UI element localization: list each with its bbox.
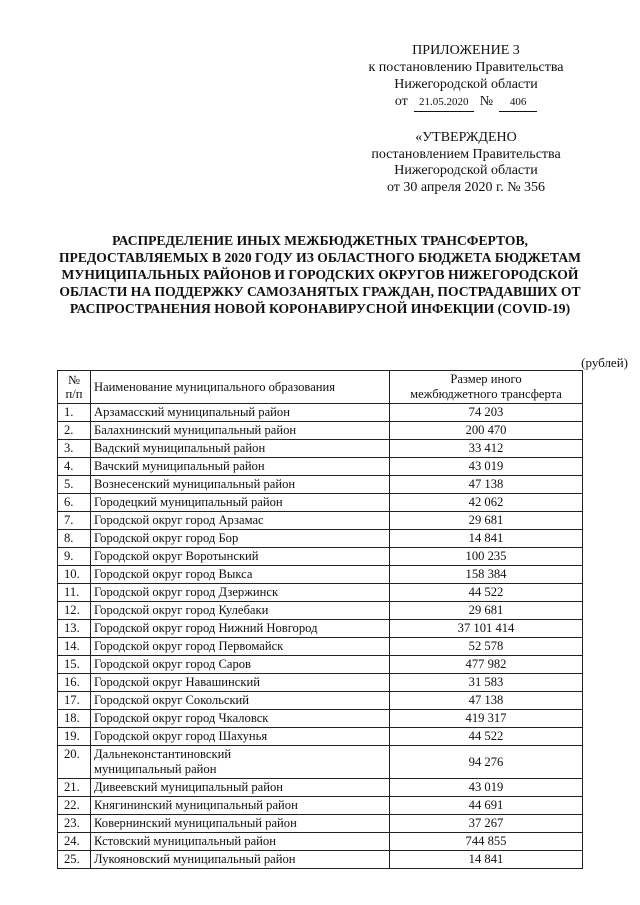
table-row: [58, 728, 583, 746]
row-municipality-name: Ковернинский муниципальный район: [91, 815, 390, 833]
table-row: [58, 602, 583, 620]
row-transfer-amount: 477 982: [390, 656, 583, 674]
row-number: 1.: [58, 404, 91, 422]
resolution-number: 406: [499, 94, 537, 112]
from-label: от: [394, 94, 408, 109]
approved-line2: постановлением Правительства: [371, 146, 561, 162]
table-row: [58, 548, 583, 566]
table-row: [58, 746, 583, 779]
document-title: РАСПРЕДЕЛЕНИЕ ИНЫХ МЕЖБЮДЖЕТНЫХ ТРАНСФЕРТОВ, ПРЕДОСТАВЛЯЕМЫХ В 2020 ГОДУ ИЗ ОБЛАСТНОГО БЮДЖЕТА БЮДЖЕТАМ МУНИЦИПАЛЬНЫХ РАЙОНОВ И ГОРОДСКИХ ОКРУГОВ НИЖЕГОРОДСКОЙ ОБЛАСТИ НА ПОДДЕРЖКУ САМОЗАНЯТЫХ ГРАЖДАН, ПОСТРАДАВШИХ ОТ РАСПРОСТРАНЕНИЯ НОВОЙ КОРОНАВИРУСНОЙ ИНФЕКЦИИ (COVID-19): [58, 233, 582, 316]
row-number: 6.: [58, 494, 91, 512]
table-row: [58, 638, 583, 656]
row-municipality-name: Городской округ город Саров: [91, 656, 390, 674]
transfers-table: [57, 370, 583, 869]
table-row: [58, 404, 583, 422]
row-transfer-amount: 43 019: [390, 458, 583, 476]
row-municipality-name: Княгининский муниципальный район: [91, 797, 390, 815]
row-number: 22.: [58, 797, 91, 815]
row-municipality-name: Городской округ город Первомайск: [91, 638, 390, 656]
table-row: [58, 494, 583, 512]
row-transfer-amount: 74 203: [390, 404, 583, 422]
header-name: Наименование муниципального образования: [91, 371, 390, 404]
table-row: [58, 710, 583, 728]
row-number: 12.: [58, 602, 91, 620]
row-number: 20.: [58, 746, 91, 779]
table-header-row: [58, 371, 583, 404]
row-municipality-name: Арзамасский муниципальный район: [91, 404, 390, 422]
row-transfer-amount: 37 101 414: [390, 620, 583, 638]
appendix-line2: Нижегородской области: [394, 77, 538, 92]
table-row: [58, 797, 583, 815]
row-number: 17.: [58, 692, 91, 710]
row-number: 2.: [58, 422, 91, 440]
row-municipality-name: Городской округ Воротынский: [91, 548, 390, 566]
row-transfer-amount: 744 855: [390, 833, 583, 851]
row-municipality-name: Балахнинский муниципальный район: [91, 422, 390, 440]
header-amount: [390, 371, 583, 404]
row-transfer-amount: 47 138: [390, 476, 583, 494]
approved-line1: «УТВЕРЖДЕНО: [415, 130, 517, 145]
row-transfer-amount: 43 019: [390, 779, 583, 797]
table-row: [58, 692, 583, 710]
row-number: 25.: [58, 851, 91, 869]
row-transfer-amount: 31 583: [390, 674, 583, 692]
row-number: 13.: [58, 620, 91, 638]
row-transfer-amount: 200 470: [390, 422, 583, 440]
row-transfer-amount: 14 841: [390, 530, 583, 548]
row-number: 4.: [58, 458, 91, 476]
row-number: 8.: [58, 530, 91, 548]
header-number-line2: п/п: [65, 387, 83, 401]
row-number: 23.: [58, 815, 91, 833]
row-municipality-name-line1: Дальнеконстантиновский: [94, 747, 232, 761]
row-transfer-amount: 47 138: [390, 692, 583, 710]
row-transfer-amount: 158 384: [390, 566, 583, 584]
row-number: 21.: [58, 779, 91, 797]
row-municipality-name: Лукояновский муниципальный район: [91, 851, 390, 869]
row-municipality-name-line2: муниципальный район: [94, 762, 217, 776]
row-number: 14.: [58, 638, 91, 656]
table-row: [58, 815, 583, 833]
table-row: [58, 512, 583, 530]
table-row: [58, 476, 583, 494]
row-transfer-amount: 100 235: [390, 548, 583, 566]
approved-line3: Нижегородской области: [394, 163, 538, 178]
row-municipality-name: Городецкий муниципальный район: [91, 494, 390, 512]
row-municipality-name: Вадский муниципальный район: [91, 440, 390, 458]
table-row: [58, 620, 583, 638]
row-number: 5.: [58, 476, 91, 494]
row-number: 3.: [58, 440, 91, 458]
table-row: [58, 422, 583, 440]
table-row: [58, 656, 583, 674]
row-municipality-name: Городской округ город Арзамас: [91, 512, 390, 530]
header-number-line1: №: [67, 373, 81, 387]
appendix-line1: к постановлению Правительства: [368, 60, 564, 75]
appendix-title: ПРИЛОЖЕНИЕ 3: [412, 43, 520, 58]
row-municipality-name: Городской округ Сокольский: [91, 692, 390, 710]
number-label: №: [479, 94, 494, 109]
unit-label: (рублей): [581, 355, 628, 370]
row-number: 10.: [58, 566, 91, 584]
row-transfer-amount: 29 681: [390, 602, 583, 620]
row-municipality-name: Городской округ город Чкаловск: [91, 710, 390, 728]
row-transfer-amount: 44 522: [390, 728, 583, 746]
table-row: [58, 674, 583, 692]
row-transfer-amount: 37 267: [390, 815, 583, 833]
row-number: 15.: [58, 656, 91, 674]
row-transfer-amount: 42 062: [390, 494, 583, 512]
table-row: [58, 833, 583, 851]
row-transfer-amount: 94 276: [390, 746, 583, 779]
row-transfer-amount: 44 691: [390, 797, 583, 815]
row-transfer-amount: 14 841: [390, 851, 583, 869]
table-row: [58, 440, 583, 458]
row-municipality-name: Кстовский муниципальный район: [91, 833, 390, 851]
table-row: [58, 851, 583, 869]
row-number: 9.: [58, 548, 91, 566]
table-row: [58, 566, 583, 584]
row-municipality-name: [91, 746, 390, 779]
header-amount-line1: Размер иного: [450, 372, 522, 386]
row-number: 18.: [58, 710, 91, 728]
row-transfer-amount: 33 412: [390, 440, 583, 458]
row-municipality-name: Городской округ город Нижний Новгород: [91, 620, 390, 638]
row-municipality-name: Вознесенский муниципальный район: [91, 476, 390, 494]
row-number: 16.: [58, 674, 91, 692]
header-amount-line2: межбюджетного трансферта: [410, 387, 562, 401]
table-row: [58, 458, 583, 476]
row-number: 24.: [58, 833, 91, 851]
row-transfer-amount: 52 578: [390, 638, 583, 656]
table-row: [58, 779, 583, 797]
row-transfer-amount: 44 522: [390, 584, 583, 602]
row-municipality-name: Городской округ город Дзержинск: [91, 584, 390, 602]
row-municipality-name: Городской округ город Бор: [91, 530, 390, 548]
header-number: [58, 371, 91, 404]
table-row: [58, 530, 583, 548]
appendix-date-row: [350, 93, 582, 112]
row-municipality-name: Городской округ город Шахунья: [91, 728, 390, 746]
row-transfer-amount: 419 317: [390, 710, 583, 728]
row-transfer-amount: 29 681: [390, 512, 583, 530]
resolution-date: 21.05.2020: [414, 94, 474, 112]
table-row: [58, 584, 583, 602]
row-municipality-name: Городской округ город Выкса: [91, 566, 390, 584]
row-municipality-name: Городской округ город Кулебаки: [91, 602, 390, 620]
row-municipality-name: Вачский муниципальный район: [91, 458, 390, 476]
approved-block: [350, 130, 582, 196]
approved-line4: от 30 апреля 2020 г. № 356: [386, 179, 546, 195]
row-number: 19.: [58, 728, 91, 746]
row-municipality-name: Городской округ Навашинский: [91, 674, 390, 692]
row-number: 11.: [58, 584, 91, 602]
row-number: 7.: [58, 512, 91, 530]
table-body: [58, 404, 583, 869]
appendix-block: [350, 42, 582, 112]
row-municipality-name: Дивеевский муниципальный район: [91, 779, 390, 797]
